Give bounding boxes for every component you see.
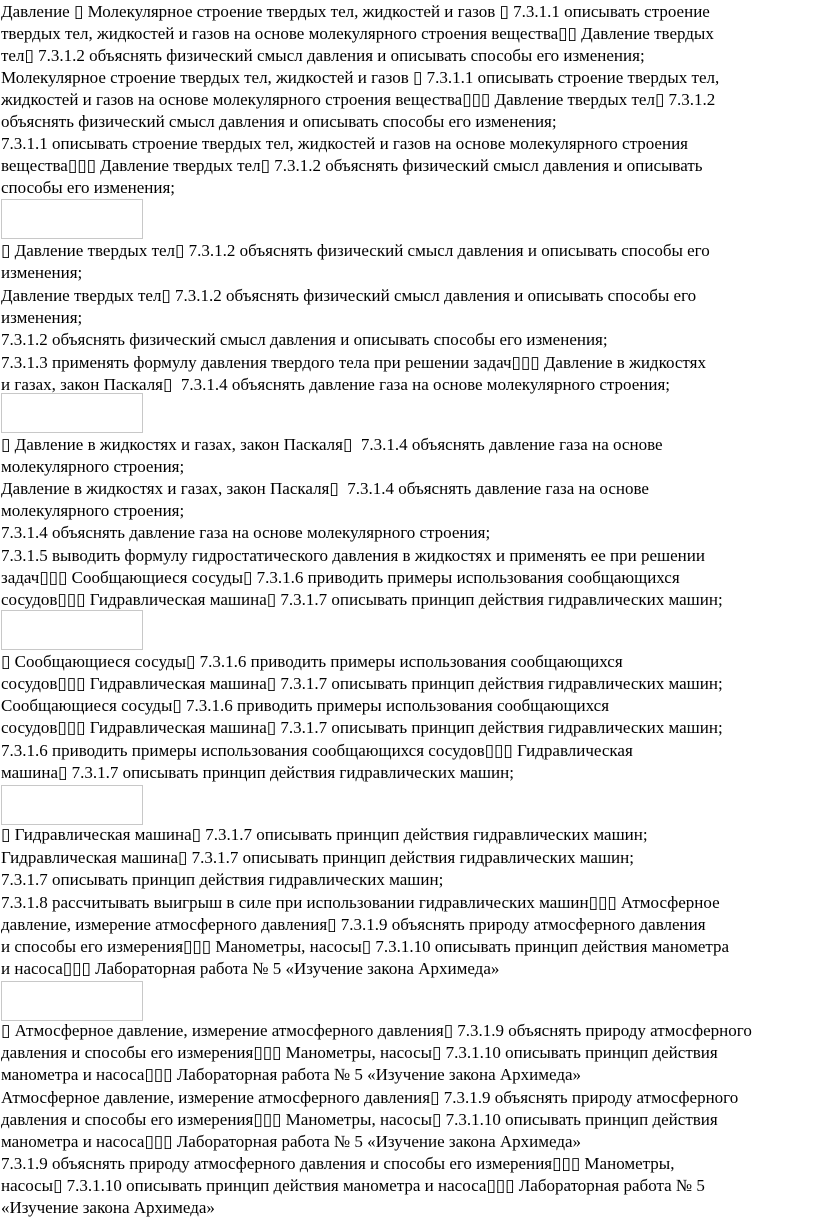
paragraph-line: Молекулярное строение твердых тел, жидкостей и газов ▯ 7.3.1.1 описывать строение твердых тел, <box>1 68 720 87</box>
paragraph-line: объяснять физический смысл давления и описывать способы его изменения; <box>1 112 557 131</box>
paragraph-line: 7.3.1.9 объяснять природу атмосферного давления и способы его измерения▯▯▯ Манометры, <box>1 1154 675 1173</box>
paragraph-line: способы его изменения; <box>1 178 176 197</box>
paragraph-line: давление, измерение атмосферного давления▯ 7.3.1.9 объяснять природу атмосферного давления <box>1 915 706 934</box>
paragraph-line: твердых тел, жидкостей и газов на основе молекулярного строения вещества▯▯ Давление твердых <box>1 24 714 43</box>
paragraph-line: 7.3.1.7 описывать принцип действия гидравлических машин; <box>1 870 444 889</box>
paragraph-line: ▯ Давление в жидкостях и газах, закон Паскаля▯ 7.3.1.4 объяснять давление газа на основе <box>1 435 663 454</box>
paragraph-line: ▯ Сообщающиеся сосуды▯ 7.3.1.6 приводить примеры использования сообщающихся <box>1 652 623 671</box>
paragraph-line: ▯ Атмосферное давление, измерение атмосферного давления▯ 7.3.1.9 объяснять природу атмосферного <box>1 1021 752 1040</box>
paragraph-line: 7.3.1.8 рассчитывать выигрыш в силе при использовании гидравлических машин▯▯▯ Атмосферное <box>1 893 720 912</box>
paragraph-line: жидкостей и газов на основе молекулярного строения вещества▯▯▯ Давление твердых тел▯ 7.3.1.2 <box>1 90 716 109</box>
paragraph-line: задач▯▯▯ Сообщающиеся сосуды▯ 7.3.1.6 приводить примеры использования сообщающихся <box>1 568 680 587</box>
paragraph-line: и насоса▯▯▯ Лабораторная работа № 5 «Изучение закона Архимеда» <box>1 959 500 978</box>
paragraph-line: ▯ Гидравлическая машина▯ 7.3.1.7 описывать принцип действия гидравлических машин; <box>1 825 648 844</box>
paragraph-line: 7.3.1.2 объяснять физический смысл давления и описывать способы его изменения; <box>1 330 608 349</box>
paragraph-line: 7.3.1.4 объяснять давление газа на основе молекулярного строения; <box>1 523 491 542</box>
paragraph-line: Сообщающиеся сосуды▯ 7.3.1.6 приводить примеры использования сообщающихся <box>1 696 610 715</box>
image-placeholder-box <box>1 610 143 650</box>
paragraph-line: манометра и насоса▯▯▯ Лабораторная работа № 5 «Изучение закона Архимеда» <box>1 1132 582 1151</box>
paragraph-line: тел▯ 7.3.1.2 объяснять физический смысл давления и описывать способы его изменения; <box>1 46 645 65</box>
paragraph-line: давления и способы его измерения▯▯▯ Манометры, насосы▯ 7.3.1.10 описывать принцип действия <box>1 1110 718 1129</box>
paragraph-line: 7.3.1.6 приводить примеры использования сообщающихся сосудов▯▯▯ Гидравлическая <box>1 741 633 760</box>
paragraph-line: 7.3.1.3 применять формулу давления твердого тела при решении задач▯▯▯ Давление в жидкостях <box>1 353 706 372</box>
paragraph-line: Атмосферное давление, измерение атмосферного давления▯ 7.3.1.9 объяснять природу атмосферного <box>1 1088 739 1107</box>
paragraph-line: машина▯ 7.3.1.7 описывать принцип действия гидравлических машин; <box>1 763 514 782</box>
paragraph-line: молекулярного строения; <box>1 501 185 520</box>
paragraph-line: манометра и насоса▯▯▯ Лабораторная работа № 5 «Изучение закона Архимеда» <box>1 1065 582 1084</box>
paragraph-line: сосудов▯▯▯ Гидравлическая машина▯ 7.3.1.7 описывать принцип действия гидравлических машин; <box>1 590 723 609</box>
paragraph-line: молекулярного строения; <box>1 457 185 476</box>
paragraph-line: Давление твердых тел▯ 7.3.1.2 объяснять физический смысл давления и описывать способы его <box>1 286 697 305</box>
paragraph-line: изменения; <box>1 308 83 327</box>
image-placeholder-box <box>1 199 143 239</box>
paragraph-line: и газах, закон Паскаля▯ 7.3.1.4 объяснять давление газа на основе молекулярного строения; <box>1 375 671 394</box>
image-placeholder-box <box>1 393 143 433</box>
image-placeholder-box <box>1 785 143 825</box>
paragraph-line: 7.3.1.1 описывать строение твердых тел, жидкостей и газов на основе молекулярного строения <box>1 134 688 153</box>
paragraph-line: насосы▯ 7.3.1.10 описывать принцип действия манометра и насоса▯▯▯ Лабораторная работа № 5 <box>1 1176 705 1195</box>
paragraph-line: вещества▯▯▯ Давление твердых тел▯ 7.3.1.2 объяснять физический смысл давления и описывать <box>1 156 703 175</box>
image-placeholder-box <box>1 981 143 1021</box>
paragraph-line: и способы его измерения▯▯▯ Манометры, насосы▯ 7.3.1.10 описывать принцип действия манометра <box>1 937 730 956</box>
paragraph-line: 7.3.1.5 выводить формулу гидростатического давления в жидкостях и применять ее при решении <box>1 546 705 565</box>
paragraph-line: сосудов▯▯▯ Гидравлическая машина▯ 7.3.1.7 описывать принцип действия гидравлических машин; <box>1 674 723 693</box>
paragraph-line: «Изучение закона Архимеда» <box>1 1198 215 1217</box>
paragraph-line: Давление ▯ Молекулярное строение твердых тел, жидкостей и газов ▯ 7.3.1.1 описывать строение <box>1 2 710 21</box>
paragraph-line: Гидравлическая машина▯ 7.3.1.7 описывать принцип действия гидравлических машин; <box>1 848 634 867</box>
paragraph-line: изменения; <box>1 263 83 282</box>
paragraph-line: давления и способы его измерения▯▯▯ Манометры, насосы▯ 7.3.1.10 описывать принцип действия <box>1 1043 718 1062</box>
paragraph-line: ▯ Давление твердых тел▯ 7.3.1.2 объяснять физический смысл давления и описывать способы его <box>1 241 710 260</box>
paragraph-line: сосудов▯▯▯ Гидравлическая машина▯ 7.3.1.7 описывать принцип действия гидравлических машин; <box>1 718 723 737</box>
paragraph-line: Давление в жидкостях и газах, закон Паскаля▯ 7.3.1.4 объяснять давление газа на основе <box>1 479 649 498</box>
